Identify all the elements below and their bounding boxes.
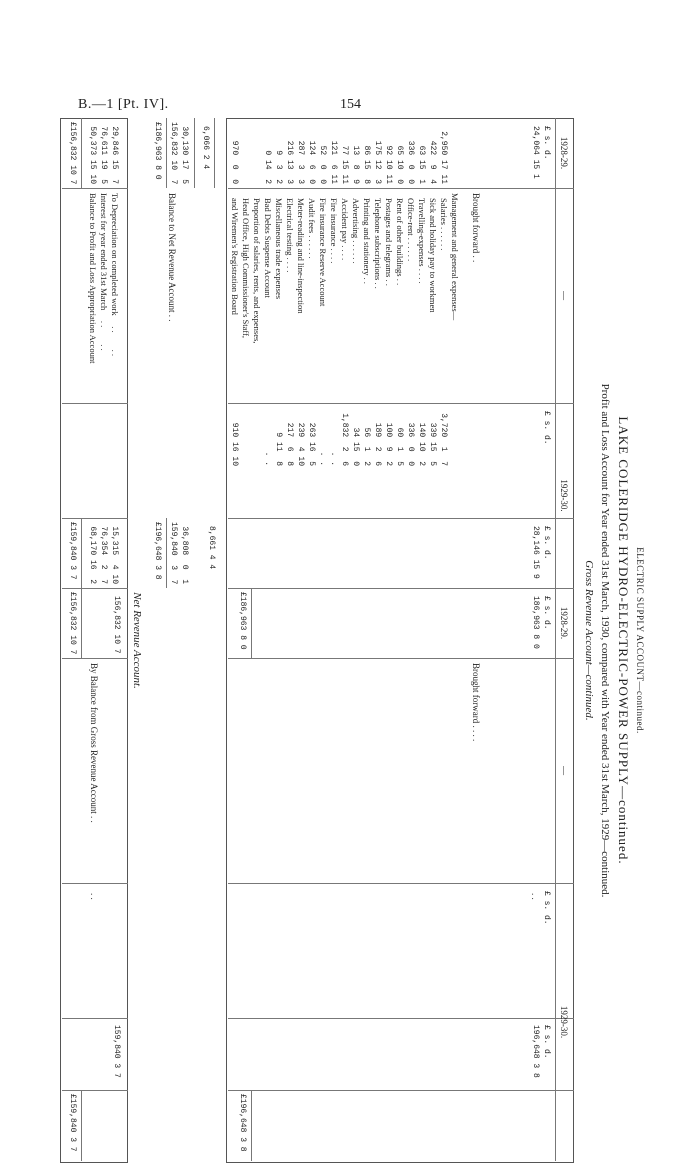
right-bf-1928: 186,963 8 0 bbox=[531, 596, 540, 649]
expense-item: Salaries . . . . . . bbox=[439, 198, 449, 251]
col-header-dash-left: — bbox=[559, 291, 569, 300]
expense-item: Advertising . . . . . . bbox=[351, 198, 361, 264]
expense-item: Audit fees . . . . . . bbox=[307, 198, 317, 259]
net-left-1929: 15,315 4 10 76,354 2 7 68,170 16 2 bbox=[88, 526, 119, 584]
expense-item: and Wiremen's Registration Board bbox=[230, 198, 240, 315]
lsd-marker: £ s. d. bbox=[542, 526, 551, 560]
section-heading: ELECTRIC SUPPLY ACCOUNT—continued. bbox=[635, 547, 645, 734]
total-1928: 6,066 2 4 bbox=[201, 126, 210, 170]
right-grand-1929: £196,648 3 8 bbox=[238, 1094, 247, 1152]
right-dots: . . bbox=[530, 893, 540, 900]
col-header-1929-right: 1929-30. bbox=[559, 1005, 569, 1039]
page-number: 154 bbox=[340, 97, 361, 112]
lsd-marker: £ s. d. bbox=[542, 411, 551, 445]
expense-item: Travelling-expenses . . . . bbox=[417, 198, 427, 284]
expense-item: Meter-reading and line-inspection bbox=[296, 198, 306, 314]
net-right-grand-1929: £159,840 3 7 bbox=[68, 1094, 77, 1152]
mgmt-expenses-header: Management and general expenses— bbox=[450, 193, 460, 321]
net-right-1928: 156,832 10 7 bbox=[112, 596, 121, 654]
col-header-1928-right: 1928-29. bbox=[559, 606, 569, 640]
expense-item: Sick and holiday pay to workmen bbox=[428, 198, 438, 313]
right-grand-1928: £186,963 8 0 bbox=[238, 592, 247, 650]
page-reference: B.—1 [Pt. IV]. bbox=[78, 97, 169, 112]
expense-item: Electrical testing . . . . bbox=[285, 198, 295, 273]
col-header-1928-left: 1928-29. bbox=[559, 136, 569, 170]
expense-item: Fire insurance Reserve Account bbox=[318, 198, 328, 307]
expense-item: Fire insurance . . . . bbox=[329, 198, 339, 264]
bal-1929: 36,808 0 1 159,840 3 7 bbox=[169, 522, 189, 585]
lsd-marker: £ s. d. bbox=[542, 596, 551, 630]
account-heading: LAKE COLERIDGE HYDRO-ELECTRIC-POWER SUPPLY—continued. bbox=[616, 416, 631, 865]
net-left-grand-1928: £156,832 10 7 bbox=[68, 122, 77, 185]
mgmt-amounts-1929: 3,720 1 7 339 15 5 140 10 2 336 0 0 60 1 5 100 9 2 189 2 6 56 1 2 34 15 0 1,832 2 6 . . . . 263 16 5 239 4 10 217 6 8 9 11 8 . . 910 16 10 bbox=[230, 413, 448, 466]
gross-revenue-heading: Gross Revenue Account—continued. bbox=[583, 560, 595, 721]
net-left-grand-1929: £159,840 3 7 bbox=[68, 522, 77, 580]
expense-item: Telephone subscriptions . . bbox=[373, 198, 383, 289]
net-revenue-title: Net Revenue Account. bbox=[131, 592, 143, 689]
lsd-marker: £ s. d. bbox=[542, 1025, 551, 1059]
expense-item: Miscellaneous trade expenses bbox=[274, 198, 284, 300]
grand-1928-left: £186,963 8 0 bbox=[153, 122, 162, 180]
net-right-label: By Balance from Gross Revenue Account . . bbox=[89, 663, 99, 823]
left-bf-1929: 28,146 15 9 bbox=[531, 526, 540, 579]
expense-item: Office-rent . . . . . . bbox=[406, 198, 416, 262]
expense-item: Accident pay . . . . bbox=[340, 198, 350, 261]
right-bf-label: Brought forward . . . . bbox=[471, 663, 481, 742]
rotated-right-and-net bbox=[60, 118, 650, 1163]
balance-to-net-label: Balance to Net Revenue Account . . bbox=[167, 193, 177, 322]
expense-item: Postages and telegrams . . bbox=[384, 198, 394, 286]
net-right-dots: . . bbox=[89, 893, 99, 900]
total-1929: 8,661 4 4 bbox=[207, 526, 216, 570]
net-right-grand-1928: £156,832 10 7 bbox=[68, 592, 77, 655]
net-left-items: To Depreciation on completed work . . . . Interest for year ended 31st March . . . . Balance to Profit and Loss Appropriation Account bbox=[88, 193, 120, 364]
grand-1929-left: £196,648 3 8 bbox=[153, 522, 162, 580]
expense-item: Printing and stationery . . bbox=[362, 198, 372, 284]
expense-item: Rent of other buildings . . bbox=[395, 198, 405, 286]
bal-1928: 30,130 17 5 156,832 10 7 bbox=[169, 122, 189, 185]
net-right-1929: 159,840 3 7 bbox=[112, 1025, 121, 1078]
lsd-marker: £ s. d. bbox=[542, 126, 551, 160]
net-left-1928: 29,846 15 7 76,611 19 5 50,373 15 10 bbox=[88, 126, 119, 184]
left-bf-label: Brought forward . . bbox=[471, 193, 481, 263]
expense-item: Head Office, High Commissioner's Staff, bbox=[241, 198, 251, 339]
col-header-1929-left: 1929-30. bbox=[559, 479, 569, 512]
account-subheading: Profit and Loss Account for Year ended 31st March, 1930, compared with Year ended 31st March, 1929—continued. bbox=[599, 383, 611, 898]
col-header-dash-right: — bbox=[559, 766, 569, 775]
right-bf-1929: 196,648 3 8 bbox=[531, 1025, 540, 1078]
expense-item: Bad Debts Suspense Account bbox=[263, 198, 273, 298]
mgmt-amounts-1928: 2,950 17 11 422 9 4 63 15 1 336 0 0 65 10 0 92 10 11 175 12 3 86 15 8 13 8 9 77 15 11 121 6 11 52 0 0 124 6 0 287 3 3 216 13 3 9 3 2 0 14 2 970 0 0 bbox=[230, 131, 448, 184]
expense-item: Proportion of salaries, rents, and expenses, bbox=[252, 198, 262, 344]
left-bf-1928: 24,064 15 1 bbox=[531, 126, 540, 179]
lsd-marker: £ s. d. bbox=[542, 891, 551, 925]
